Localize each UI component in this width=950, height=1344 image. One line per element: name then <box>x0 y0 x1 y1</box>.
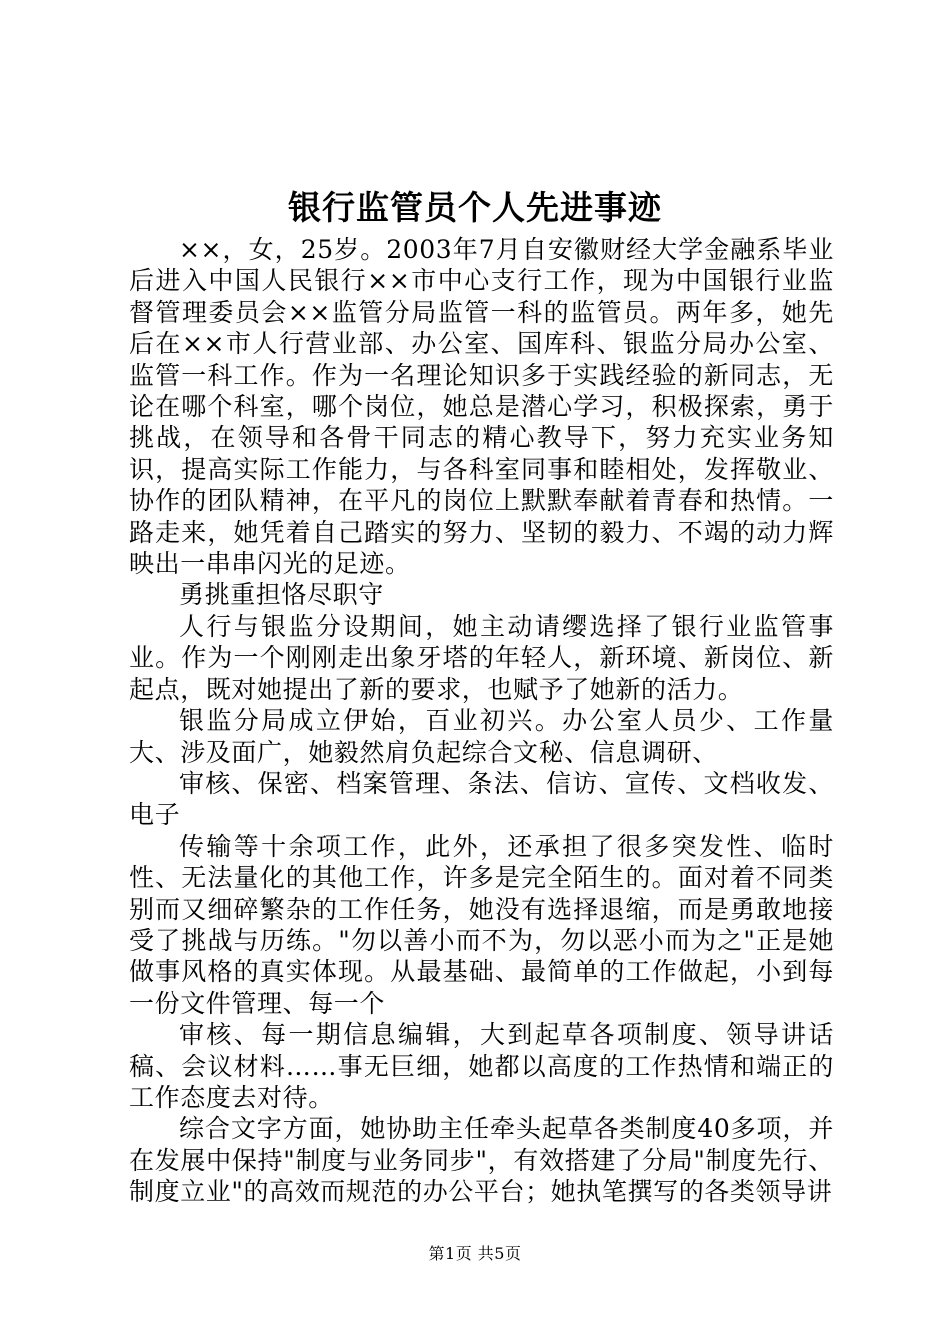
paragraph: 传输等十余项工作，此外，还承担了很多突发性、临时性、无法量化的其他工作，许多是完全陌生的。面对着不同类别而又细碎繁杂的工作任务，她没有选择退缩，而是勇敢地接受了挑战与历练。"勿以善小而不为，勿以恶小而为之"正是她做事风格的真实体现。从最基础、最简单的工作做起，小到每一份文件管理、每一个 <box>129 831 834 1018</box>
section-heading: 勇挑重担恪尽职守 <box>179 580 384 610</box>
document-title: 银行监管员个人先进事迹 <box>288 188 662 227</box>
paragraph: 综合文字方面，她协助主任牵头起草各类制度40多项，并在发展中保持"制度与业务同步"，有效搭建了分局"制度先行、制度立业"的高效而规范的办公平台；她执笔撰写的各类领导讲 <box>129 1114 834 1207</box>
document-body <box>129 234 834 1208</box>
paragraph: 审核、保密、档案管理、条法、信访、宣传、文档收发、电子 <box>129 768 834 830</box>
paragraph: 人行与银监分设期间，她主动请缨选择了银行业监管事业。作为一个刚刚走出象牙塔的年轻人，新环境、新岗位、新起点，既对她提出了新的要求，也赋予了她新的活力。 <box>129 611 834 704</box>
paragraph: 审核、每一期信息编辑，大到起草各项制度、领导讲话稿、会议材料……事无巨细，她都以高度的工作热情和端正的工作态度去对待。 <box>129 1020 834 1112</box>
page-number-footer: 第1页 共5页 <box>428 1244 522 1263</box>
paragraph-intro: ××，女，25岁。2003年7月自安徽财经大学金融系毕业后进入中国人民银行××市中心支行工作，现为中国银行业监督管理委员会××监管分局监管一科的监管员。两年多，她先后在××市人行营业部、办公室、国库科、银监分局办公室、监管一科工作。作为一名理论知识多于实践经验的新同志，无论在哪个科室，哪个岗位，她总是潜心学习，积极探索，勇于挑战，在领导和各骨干同志的精心教导下，努力充实业务知识，提高实际工作能力，与各科室同事和睦相处，发挥敬业、协作的团队精神，在平凡的岗位上默默奉献着青春和热情。一路走来，她凭着自己踏实的努力、坚韧的毅力、不竭的动力辉映出一串串闪光的足迹。 <box>129 235 834 579</box>
paragraph: 银监分局成立伊始，百业初兴。办公室人员少、工作量大、涉及面广，她毅然肩负起综合文秘、信息调研、 <box>129 706 834 767</box>
